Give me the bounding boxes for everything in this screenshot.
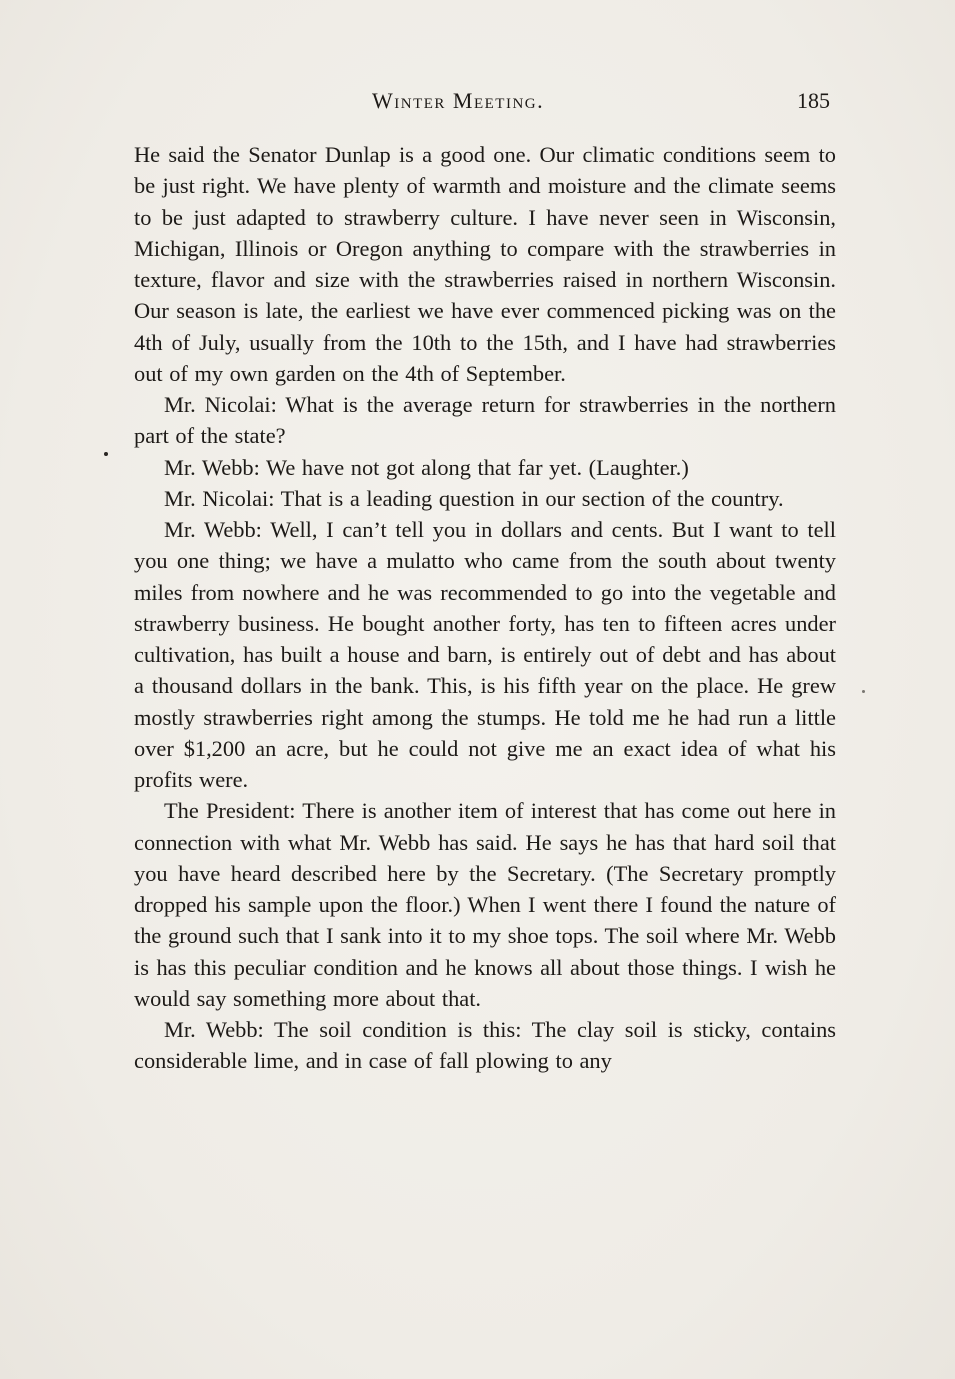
paragraph-5	[134, 514, 836, 795]
speaker-name: Mr. Webb:	[164, 517, 262, 542]
speaker-name: Mr. Webb:	[164, 454, 260, 480]
paragraph-text: What is the average return for strawberries in the northern part of the state?	[134, 392, 836, 449]
running-title: Winter Meeting.	[372, 88, 545, 113]
paragraph-text: We have not got along that far yet. (Laughter.)	[266, 454, 689, 480]
speaker-name: The President:	[164, 798, 296, 824]
page-header	[134, 88, 834, 118]
body-text	[134, 139, 836, 1077]
speaker-name: Mr. Webb:	[164, 1017, 264, 1042]
paragraph-2	[134, 389, 836, 452]
paragraph-text: There is another item of interest that has come out here in connection with what Mr. Webb has said. He says he has that hard soil that you have heard described here by the Secretary. (The Secretary promptly dropped his sample upon the floor.) When I went there I found the nature of the ground such that I sank into it to my shoe tops. The soil where Mr. Webb is has this peculiar condition and he knows all about those things. I wish he would say something more about that.	[134, 798, 836, 1011]
paragraph-6	[134, 795, 836, 1014]
paragraph-7	[134, 1014, 836, 1077]
speaker-name: Mr. Nicolai:	[164, 485, 275, 511]
page-number: 185	[797, 88, 830, 113]
paragraph-text: That is a leading question in our section of the country.	[280, 485, 784, 511]
paragraph-text: He said the Senator Dunlap is a good one. Our climatic conditions seem to be just right. We have plenty of warmth and moisture and the climate seems to be just adapted to strawberry culture. I have never seen in Wisconsin, Michigan, Illinois or Oregon anything to compare with the strawberries in texture, flavor and size with the strawberries raised in northern Wisconsin. Our season is late, the earliest we have ever commenced picking was on the 4th of July, usually from the 10th to the 15th, and I have had strawberries out of my own garden on the 4th of September.	[134, 142, 836, 386]
paragraph-text: The soil condition is this: The clay soil is sticky, contains considerable lime, and in case of fall plowing to any	[134, 1017, 836, 1074]
ink-speck	[104, 452, 108, 456]
ink-speck	[862, 690, 865, 693]
paragraph-1	[134, 139, 836, 389]
paragraph-3	[134, 452, 836, 483]
paragraph-text: Well, I can’t tell you in dollars and cents. But I want to tell you one thing; we have a mulatto who came from the south about twenty miles from nowhere and he was recommended to go into the vegetable and strawberry business. He bought another forty, has ten to fifteen acres under cultivation, has built a house and barn, is entirely out of debt and has about a thousand dollars in the bank. This, is his fifth year on the place. He grew mostly strawberries right among the stumps. He told me he had run a little over $1,200 an acre, but he could not give me an exact idea of what his profits were.	[134, 517, 836, 792]
speaker-name: Mr. Nicolai:	[164, 392, 277, 417]
paragraph-4	[134, 483, 836, 514]
